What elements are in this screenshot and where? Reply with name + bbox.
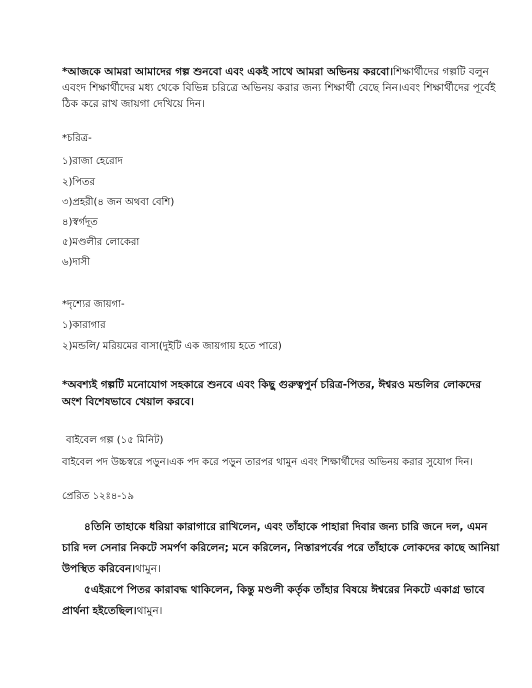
reading-instruction: বাইবেল পদ উচ্চস্বরে পড়ুন।এক পদ করে পড়ুন তারপর থামুন এবং শিক্ষার্থীদের অভিনয় করার সুযোগ দিন। <box>62 457 473 468</box>
pause-text: থামুন। <box>135 563 161 575</box>
intro-paragraph <box>62 64 500 112</box>
verse-paragraph <box>62 517 500 580</box>
character-item: ২)পিতর <box>62 177 96 188</box>
scenes-heading: *দৃশ্যের জায়গা- <box>62 299 125 310</box>
verse-reference: প্রেরিত ১২ঃ৪-১৯ <box>62 491 134 502</box>
scene-item: ২)মন্ডলি/ মরিয়মের বাসা(দুইটি এক জায়গায় হতে পারে) <box>62 341 282 352</box>
story-title: বাইবেল গল্প (১৫ মিনিট) <box>66 435 164 446</box>
intro-bold-text: *আজকে আমরা আমাদের গল্প শুনবো এবং একই সাথে আমরা অভিনয় করবো। <box>62 66 393 78</box>
pause-text: থামুন। <box>136 605 163 617</box>
verses-block <box>62 517 500 622</box>
verse-text: ৫এইরূপে পিতর কারাবদ্ধ থাকিলেন, কিন্তু মণ্ডলী কর্তৃক তাঁহার বিষয়ে ঈশ্বরের নিকটে একাগ্র ভাবে প্রার্থনা হইতেছিল। <box>62 584 485 617</box>
verse-text: ৪তিনি তাহাকে ধরিয়া কারাগারে রাখিলেন, এবং তাঁহাকে পাহারা দিবার জন্য চারি জনে দল, এমন চারি দল সেনার নিকটে সমর্পণ করিলেন; মনে করিলেন, নিস্তারপর্বের পরে তাঁহাকে লোকদের কাছে আনিয়া উপস্থিত করিবেন। <box>62 521 500 575</box>
intro-normal-text: শিক্ষার্থীদের গল্পটি বলুন এবংদ শিক্ষার্থীদের মধ্য থেকে বিভিন্ন চরিত্রে অভিনয় করার জন্য শিক্ষার্থী বেছে নিন।এবং শিক্ষার্থীদের পূর্বেই ঠিক করে রাখ জায়গা দেখিয়ে দিন। <box>62 66 496 110</box>
character-item: ১)রাজা হেরোদ <box>62 156 123 167</box>
verse-paragraph <box>62 580 500 622</box>
character-item: ৩)প্রহরী(৪ জন অথবা বেশি) <box>62 197 175 208</box>
characters-heading: *চরিত্র- <box>62 133 92 144</box>
important-note: *অবশ্যই গল্পটি মনোযোগ সহকারে শুনবে এবং কিছু গুরুত্বপুর্ন চরিত্র-পিতর, ঈশ্বরও মন্ডলির লোকদের অংশ বিশেষভাবে খেয়াল করবে। <box>62 379 481 408</box>
scene-item: ১)কারাগার <box>62 320 106 331</box>
character-item: ৫)মণ্ডলীর লোকেরা <box>62 237 140 248</box>
character-item: ৬)দাসী <box>62 257 91 268</box>
character-item: ৪)স্বর্গদূত <box>62 217 98 228</box>
